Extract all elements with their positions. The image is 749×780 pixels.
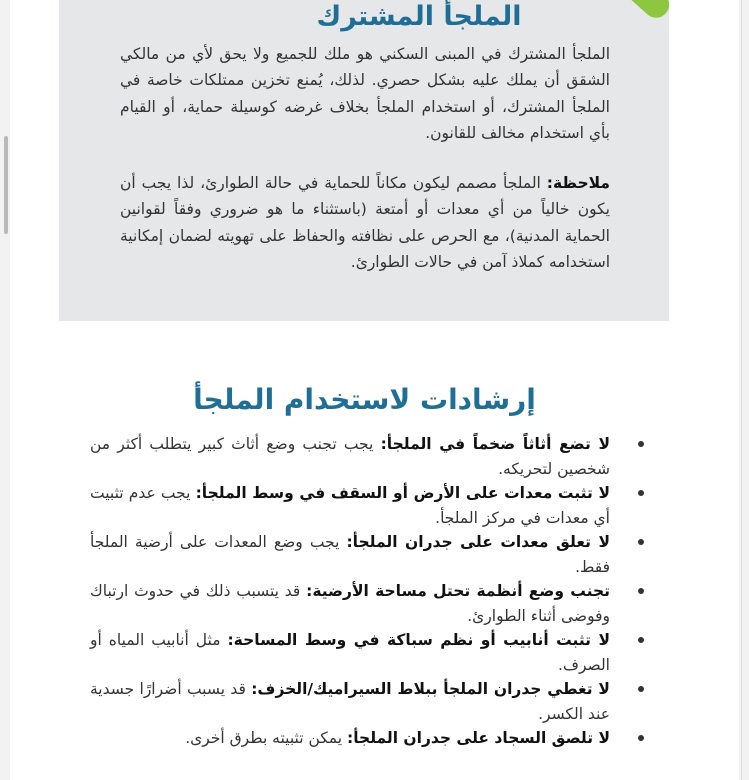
page-edge-divider <box>741 0 742 780</box>
list-item-heading: لا تثبت أنابيب أو نظم سباكة في وسط المساحة: <box>227 631 610 649</box>
list-item-text: يجب تجنب وضع أثاث كبير يتطلب أكثر من شخصين لتحريكه. <box>90 435 610 478</box>
note-text: الملجأ مصمم ليكون مكاناً للحماية في حالة الطوارئ، لذا يجب أن يكون خالياً من أي معدات أو أمتعة (باستثناء ما هو ضروري وفقاً لقوانين الحماية المدنية)، مع الحرص على نظافته والحفاظ على تهويته لضمان إمكانية استخدامه كملاذ آمن في حالات الطوارئ. <box>120 174 610 272</box>
list-item <box>90 628 644 677</box>
list-item-text: يجب عدم تثبيت أي معدات في مركز الملجأ. <box>90 484 610 527</box>
bullet-icon <box>638 539 644 545</box>
bullet-icon <box>638 441 644 447</box>
shared-shelter-paragraph: الملجأ المشترك في المبنى السكني هو ملك للجميع ولا يحق لأي من مالكي الشقق أن يملك عليه بشكل حصري. لذلك، يُمنع تخزين ممتلكات خاصة في الملجأ المشترك، أو استخدام الملجأ بخلاف غرضه كوسيلة حماية، أو القيام بأي استخدام مخالف للقانون. <box>120 45 610 143</box>
list-item-heading: تجنب وضع أنظمة تحتل مساحة الأرضية: <box>306 582 610 600</box>
list-item <box>90 481 644 530</box>
green-leaf-decoration <box>610 0 675 23</box>
list-item-text: يجب وضع المعدات على أرضية الملجأ فقط. <box>90 533 610 576</box>
bullet-icon <box>638 637 644 643</box>
scrollbar-thumb[interactable] <box>4 136 8 234</box>
shelter-note-paragraph <box>120 170 610 276</box>
list-item <box>90 432 644 481</box>
bullet-icon <box>638 686 644 692</box>
list-item-text: قد يتسبب ذلك في حدوث ارتباك وفوضى أثناء الطوارئ. <box>90 582 610 625</box>
note-label: ملاحظة: <box>546 174 610 192</box>
list-item-heading: لا تثبت معدات على الأرض أو السقف في وسط الملجأ: <box>195 484 610 502</box>
bullet-icon <box>638 735 644 741</box>
list-item-text: يمكن تثبيته بطرق أخرى. <box>185 729 347 747</box>
shared-shelter-title: الملجأ المشترك <box>316 1 522 32</box>
list-item-text: مثل أنابيب المياه أو الصرف. <box>90 631 610 674</box>
list-item <box>90 726 644 751</box>
list-item-heading: لا تعلق معدات على جدران الملجأ: <box>346 533 610 551</box>
bullet-icon <box>638 588 644 594</box>
list-item-heading: لا تلصق السجاد على جدران الملجأ: <box>347 729 610 747</box>
bullet-icon <box>638 490 644 496</box>
list-item <box>90 677 644 726</box>
list-item-heading: لا تغطي جدران الملجأ ببلاط السيراميك/الخزف: <box>251 680 610 698</box>
list-item <box>90 579 644 628</box>
guidelines-list <box>90 432 644 751</box>
list-item <box>90 530 644 579</box>
guidelines-title: إرشادات لاستخدام الملجأ <box>193 383 536 416</box>
list-item-heading: لا تضع أثاثاً ضخماً في الملجأ: <box>380 435 610 453</box>
list-item-text: قد يسبب أضرارًا جسدية عند الكسر. <box>90 680 610 723</box>
